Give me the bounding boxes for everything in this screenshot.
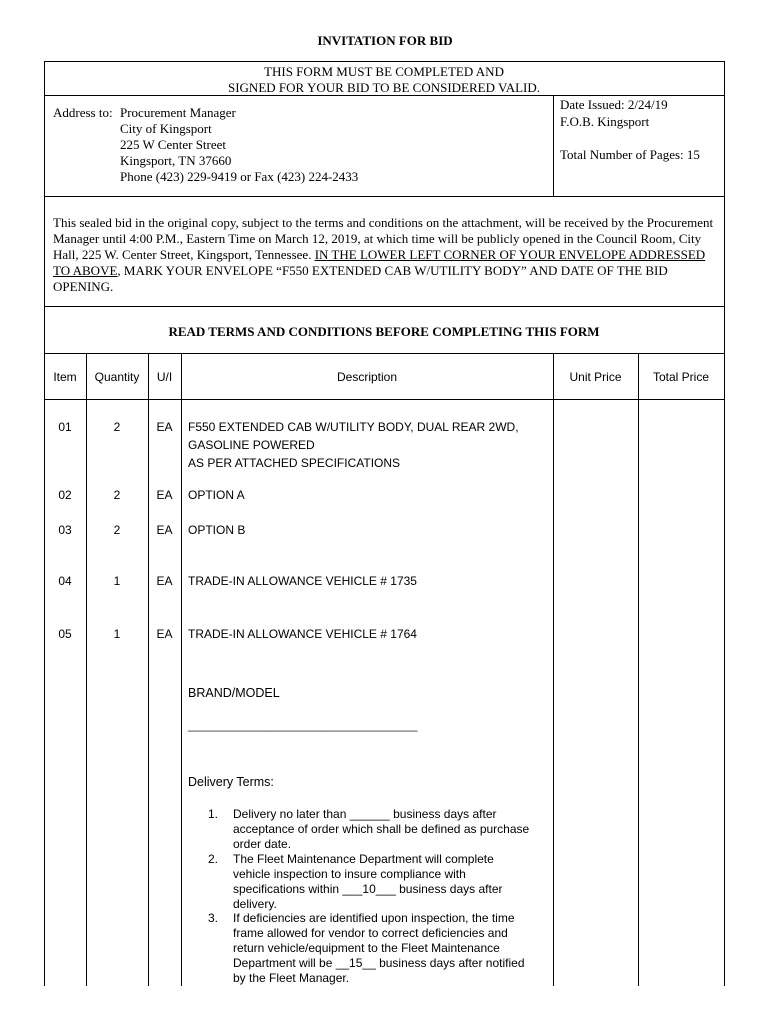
- sealed-bid-text: This sealed bid in the original copy, subject to the terms and conditions on the attachment, will be received by the Procurement Manager until 4:00 P.M., Eastern Time on March 12, 2019, at which time will be publicly opened in the Council Room, City Hall, 225 W. Center Street, Kingsport, Tennessee.: [53, 215, 714, 262]
- delivery-term-line: Department will be __15__ business days after notified: [233, 956, 525, 970]
- row-02-item: 02: [58, 488, 72, 502]
- address-name: Procurement Manager: [120, 105, 236, 120]
- address-city: Kingsport, TN 37660: [120, 153, 232, 168]
- brand-model-label: BRAND/MODEL: [188, 686, 280, 700]
- delivery-term-line: vehicle inspection to insure compliance with: [233, 867, 466, 881]
- row-01-description: [188, 418, 519, 472]
- delivery-term-number: 3.: [208, 911, 219, 925]
- envelope-instruction: IN THE LOWER LEFT CORNER OF YOUR ENVELOPE ADDRESSED TO ABOVE: [53, 247, 706, 278]
- delivery-term-line: Delivery no later than ______ business days after: [233, 807, 497, 821]
- column-divider: [553, 353, 554, 986]
- header-quantity: Quantity: [94, 370, 140, 384]
- sealed-bid-text-end: , MARK YOUR ENVELOPE “F550 EXTENDED CAB W/UTILITY BODY” AND DATE OF THE BID OPENING.: [53, 263, 668, 294]
- read-terms-heading: READ TERMS AND CONDITIONS BEFORE COMPLETING THIS FORM: [168, 324, 600, 339]
- row-01-item: 01: [58, 420, 72, 434]
- address-label: Address to:: [53, 105, 113, 120]
- row-04-ui: EA: [156, 574, 173, 588]
- column-divider: [181, 353, 182, 986]
- divider: [44, 353, 724, 354]
- document-title: INVITATION FOR BID: [317, 33, 453, 48]
- total-pages: Total Number of Pages: 15: [560, 147, 700, 162]
- row-05-item: 05: [58, 627, 72, 641]
- address-org: City of Kingsport: [120, 121, 212, 136]
- row-03-ui: EA: [156, 523, 173, 537]
- row-05-ui: EA: [156, 627, 173, 641]
- row-03-quantity: 2: [113, 523, 121, 537]
- delivery-term-line: delivery.: [233, 897, 277, 911]
- row-01-quantity: 2: [113, 420, 121, 434]
- notice-line-1: THIS FORM MUST BE COMPLETED AND: [264, 64, 504, 79]
- column-divider: [638, 353, 639, 986]
- address-street: 225 W Center Street: [120, 137, 227, 152]
- delivery-term-line: If deficiencies are identified upon inspection, the time: [233, 911, 515, 925]
- divider: [553, 95, 554, 196]
- delivery-term-2: [208, 852, 503, 912]
- header-description: Description: [336, 370, 398, 384]
- delivery-term-number: 2.: [208, 852, 219, 866]
- column-divider: [86, 353, 87, 986]
- row-02-ui: EA: [156, 488, 173, 502]
- fob: F.O.B. Kingsport: [560, 114, 650, 129]
- row-01-description-line: GASOLINE POWERED: [188, 438, 315, 452]
- delivery-term-line: return vehicle/equipment to the Fleet Maintenance: [233, 941, 500, 955]
- notice-line-2: SIGNED FOR YOUR BID TO BE CONSIDERED VALID.: [227, 80, 541, 95]
- delivery-term-line: The Fleet Maintenance Department will complete: [233, 852, 494, 866]
- delivery-terms-label: Delivery Terms:: [188, 775, 274, 789]
- column-divider: [148, 353, 149, 986]
- completion-notice: [44, 64, 724, 96]
- address-block: [120, 105, 358, 185]
- header-item: Item: [53, 370, 77, 384]
- divider: [44, 196, 724, 197]
- divider: [44, 399, 724, 400]
- row-05-quantity: 1: [113, 627, 121, 641]
- address-phone: Phone (423) 229-9419 or Fax (423) 224-2433: [120, 169, 359, 184]
- sealed-bid-paragraph: [53, 215, 715, 295]
- row-01-description-line: F550 EXTENDED CAB W/UTILITY BODY, DUAL REAR 2WD,: [188, 420, 519, 434]
- row-03-item: 03: [58, 523, 72, 537]
- divider: [44, 95, 724, 96]
- row-04-quantity: 1: [113, 574, 121, 588]
- delivery-term-line: frame allowed for vendor to correct deficiencies and: [233, 926, 508, 940]
- delivery-term-line: specifications within ___10___ business days after: [233, 882, 503, 896]
- row-05-description: TRADE-IN ALLOWANCE VEHICLE # 1764: [188, 627, 417, 641]
- row-01-description-line: AS PER ATTACHED SPECIFICATIONS: [188, 456, 401, 470]
- delivery-term-line: acceptance of order which shall be defined as purchase: [233, 822, 530, 836]
- delivery-term-number: 1.: [208, 807, 219, 821]
- row-02-description: OPTION A: [188, 488, 245, 502]
- row-03-description: OPTION B: [188, 523, 246, 537]
- row-01-ui: EA: [156, 420, 173, 434]
- row-02-quantity: 2: [113, 488, 121, 502]
- date-issued: Date Issued: 2/24/19: [560, 97, 668, 112]
- delivery-term-line: order date.: [233, 837, 292, 851]
- brand-model-field[interactable]: _________________________________: [188, 718, 418, 732]
- delivery-term-3: [208, 911, 525, 986]
- header-ui: U/I: [156, 370, 173, 384]
- header-total-price: Total Price: [652, 370, 710, 384]
- divider: [44, 306, 724, 307]
- frame-top-border: [44, 61, 724, 62]
- row-04-description: TRADE-IN ALLOWANCE VEHICLE # 1735: [188, 574, 417, 588]
- row-04-item: 04: [58, 574, 72, 588]
- delivery-term-line: by the Fleet Manager.: [233, 971, 350, 985]
- delivery-term-1: [208, 807, 529, 852]
- header-unit-price: Unit Price: [569, 370, 622, 384]
